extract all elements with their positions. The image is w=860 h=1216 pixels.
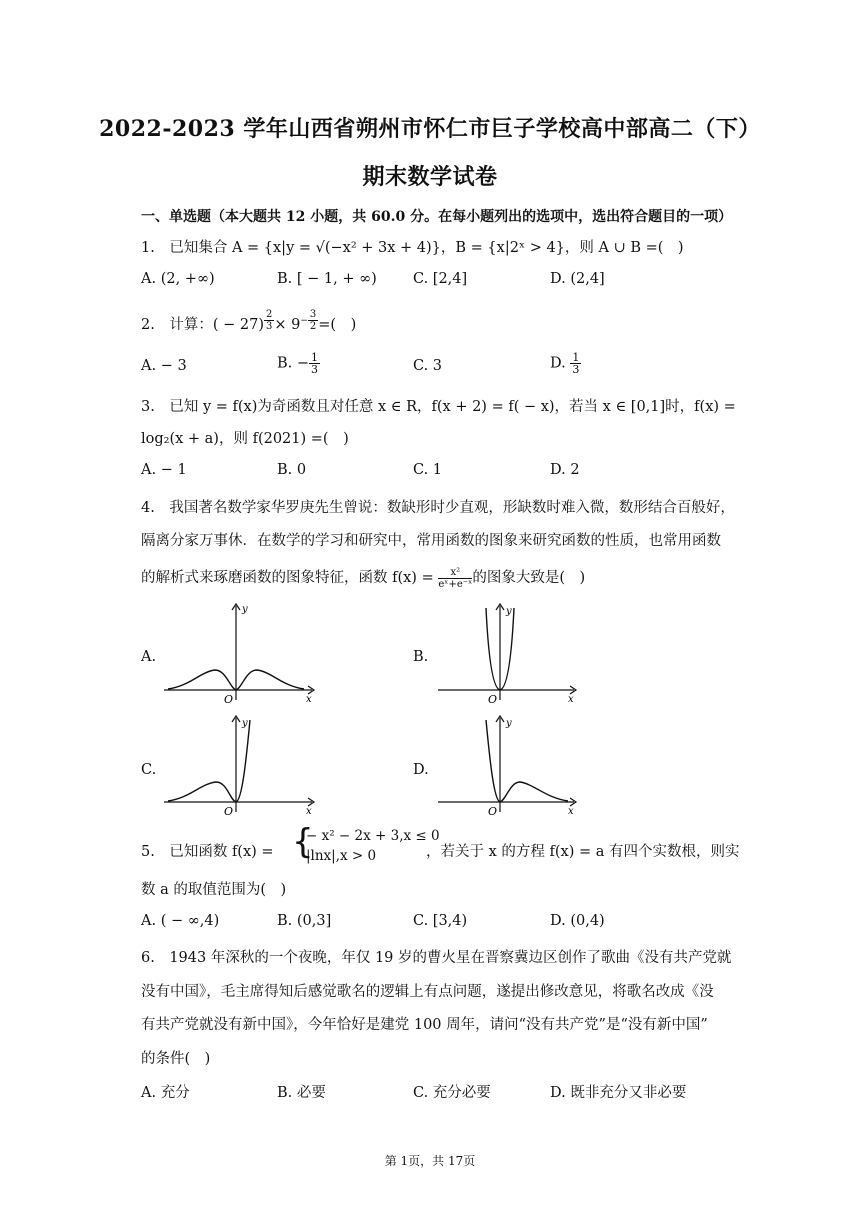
- q2-option-d: [550, 352, 581, 375]
- q5-case-2: |lnx|,x > 0: [306, 848, 377, 864]
- q2-option-b-label: B. −: [277, 355, 310, 372]
- q3-option-a: A. − 1: [141, 462, 187, 478]
- q5-option-d: D. (0,4): [550, 913, 605, 929]
- q2-suffix: =( ): [318, 316, 357, 333]
- graph-c-x-label: x: [306, 806, 312, 816]
- q1-stem: 1. 已知集合 A = {x|y = √(−x² + 3x + 4)}，B = {x|2ˣ > 4}，则 A ∪ B =( ): [141, 240, 684, 256]
- section-heading: 一、单选题（本大题共 12 小题，共 60.0 分。在每小题列出的选项中，选出符合题目的一项）: [141, 209, 733, 225]
- q6-line-4: 的条件( ): [141, 1051, 211, 1067]
- q1-option-c: C. [2,4]: [413, 271, 468, 287]
- q6-option-a: A. 充分: [141, 1085, 190, 1101]
- graph-d-origin: O: [488, 805, 498, 816]
- q2-option-b-num: 1: [311, 351, 319, 364]
- q2-exp2-sign: −: [300, 316, 308, 326]
- title-line-2: 期末数学试卷: [362, 164, 498, 190]
- q4-option-c: C.: [141, 762, 157, 778]
- q2-prefix: 2. 计算：: [141, 316, 213, 333]
- graph-d: [434, 712, 584, 816]
- q2-option-d-num: 1: [572, 351, 580, 364]
- graph-c-y-label: y: [242, 718, 248, 729]
- q4-line-1: 4. 我国著名数学家华罗庚先生曾说：数缺形时少直观，形缺数时难入微，数形结合百般好，: [141, 500, 735, 516]
- graph-a-origin: O: [224, 693, 234, 704]
- q4-line-3-prefix: 的解析式来琢磨函数的图象特征，函数 f(x) =: [141, 570, 439, 586]
- page-footer: 第 1页，共 17页: [384, 1154, 476, 1168]
- q4-frac-den: eˣ+e⁻ˣ: [438, 578, 473, 590]
- q2-option-d-label: D.: [550, 355, 571, 372]
- q5-option-b: B. (0,3]: [277, 913, 332, 929]
- graph-a: [160, 600, 320, 704]
- q4-option-b: B.: [413, 649, 429, 665]
- q6-line-3: 有共产党就没有新中国》，今年恰好是建党 100 周年，请问“没有共产党”是“没有新中国”: [141, 1017, 708, 1033]
- q5-suffix: ，若关于 x 的方程 f(x) = a 有四个实数根，则实: [426, 844, 740, 860]
- q6-line-1: 6. 1943 年深秋的一个夜晚，年仅 19 岁的曹火星在晋察冀边区创作了歌曲《没有共产党就: [141, 950, 732, 966]
- title-line-1: 2022-2023 学年山西省朔州市怀仁市巨子学校高中部高二（下）: [99, 116, 761, 142]
- q1-option-b: B. [ − 1, + ∞): [277, 271, 377, 287]
- q3-option-c: C. 1: [413, 462, 443, 478]
- q5-prefix: 5. 已知函数 f(x) =: [141, 844, 274, 860]
- graph-b-x-label: x: [568, 694, 574, 704]
- graph-b: [434, 600, 584, 704]
- q2-option-d-den: 3: [572, 363, 580, 376]
- q2-stem: [141, 309, 356, 334]
- graph-a-y-label: y: [242, 604, 248, 615]
- graph-b-origin: O: [488, 693, 498, 704]
- q2-exp2-den: 2: [309, 321, 317, 332]
- graph-a-x-label: x: [306, 694, 312, 704]
- q2-exp2-num: 3: [309, 309, 317, 320]
- graph-d-y-label: y: [506, 718, 512, 729]
- graph-b-y-label: y: [506, 606, 512, 617]
- q2-times: × 9: [274, 316, 301, 333]
- q5-option-a: A. ( − ∞,4): [141, 913, 220, 929]
- q1-option-d: D. (2,4]: [550, 271, 605, 287]
- q5-brace: {: [292, 822, 314, 862]
- q5-option-c: C. [3,4): [413, 913, 468, 929]
- q2-option-b-den: 3: [311, 363, 319, 376]
- q6-option-d: D. 既非充分又非必要: [550, 1085, 687, 1101]
- q2-option-b: [277, 352, 320, 375]
- q3-line-2: log₂(x + a)，则 f(2021) =( ): [141, 431, 349, 447]
- q4-frac-num: x²: [438, 567, 472, 579]
- q6-option-c: C. 充分必要: [413, 1085, 491, 1101]
- q4-option-a: A.: [141, 649, 157, 665]
- q4-line-3-suffix: 的图象大致是( ): [472, 570, 586, 586]
- q5-case-1: − x² − 2x + 3,x ≤ 0: [306, 828, 440, 844]
- q3-option-b: B. 0: [277, 462, 307, 478]
- graph-c-origin: O: [224, 805, 234, 816]
- q4-line-2: 隔离分家万事休．在数学的学习和研究中，常用函数的图象来研究函数的性质，也常用函数: [141, 533, 721, 549]
- q2-exp1-den: 3: [265, 321, 273, 332]
- q6-line-2: 没有中国》，毛主席得知后感觉歌名的逻辑上有点问题，遂提出修改意见，将歌名改成《没: [141, 984, 714, 1000]
- q2-option-c: C. 3: [413, 358, 443, 374]
- q2-exp1-num: 2: [265, 309, 273, 320]
- q4-line-3: [141, 566, 585, 590]
- q2-base1: ( − 27): [212, 316, 264, 333]
- q5-line-2: 数 a 的取值范围为( ): [141, 882, 287, 898]
- q3-line-1: 3. 已知 y = f(x)为奇函数且对任意 x ∈ R，f(x + 2) = f( − x)，若当 x ∈ [0,1]时，f(x) =: [141, 399, 736, 415]
- q2-option-a: A. − 3: [141, 358, 187, 374]
- q6-option-b: B. 必要: [277, 1085, 326, 1101]
- q4-option-d: D.: [413, 762, 429, 778]
- q3-option-d: D. 2: [550, 462, 580, 478]
- graph-d-x-label: x: [568, 806, 574, 816]
- q1-option-a: A. (2, +∞): [141, 271, 215, 287]
- graph-c: [160, 712, 320, 816]
